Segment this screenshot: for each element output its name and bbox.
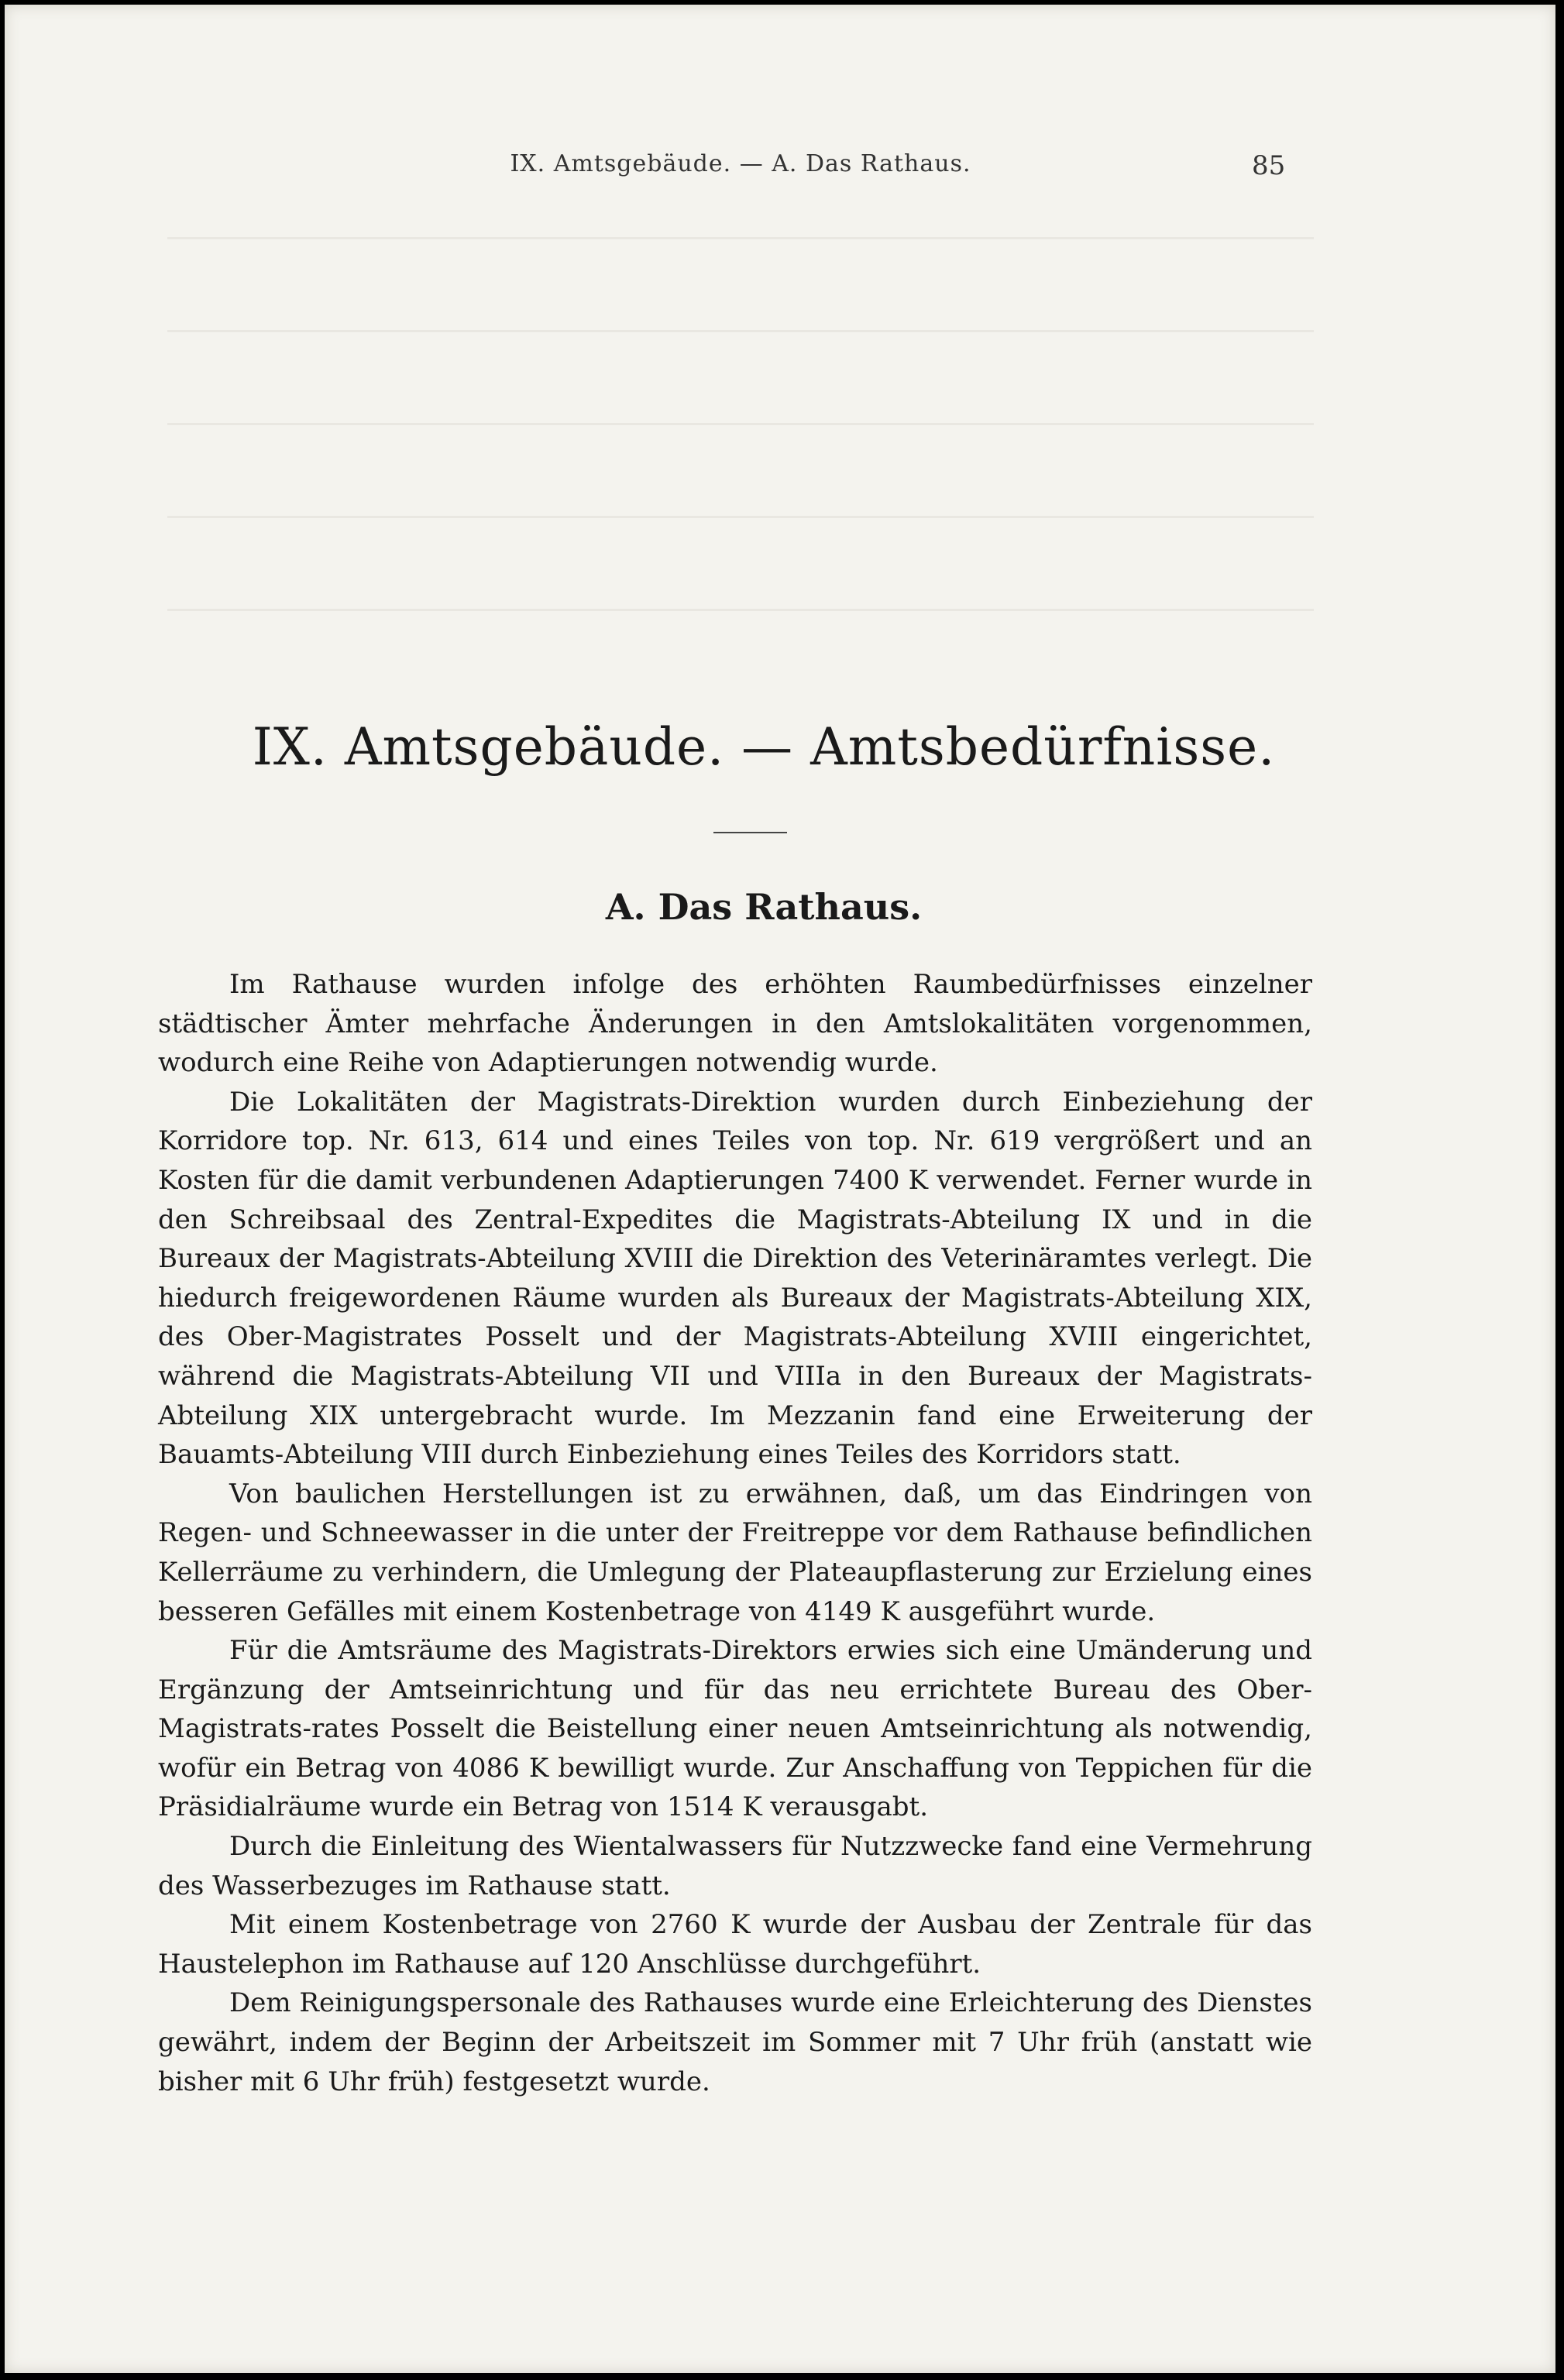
page-number: 85: [1252, 150, 1286, 181]
bleed-through-line: [167, 423, 1314, 425]
paragraph: Die Lokalitäten der Magistrats-Direktion wurden durch Einbeziehung der Korridore top. Nr. 613, 614 und eines Teiles von top. Nr. 619 vergrößert und an Kosten für die damit verbundenen Adaptierungen 7400 K verwendet. Ferner wurde in den Schreibsaal des Zentral-Expedites die Magistrats-Abteilung IX und in die Bureaux der Magistrats-Abteilung XVIII die Direktion des Veterinäramtes verlegt. Die hiedurch freigewordenen Räume wurden als Bureaux der Magistrats-Abteilung XIX, des Ober-Magistrates Posselt und der Magistrats-Abteilung XVIII eingerichtet, während die Magistrats-Abteilung VII und VIIIa in den Bureaux der Magistrats-Abteilung XIX untergebracht wurde. Im Mezzanin fand eine Erweiterung der Bauamts-Abteilung VIII durch Einbeziehung eines Teiles des Korridors statt.: [158, 1086, 1312, 1471]
paragraph: Im Rathause wurden infolge des erhöhten Raumbedürfnisses einzelner städtischer Ämter mehrfache Änderungen in den Amtslokalitäten vorgenommen, wodurch eine Reihe von Adaptierungen notwendig wurde.: [158, 969, 1312, 1079]
bleed-through-line: [167, 237, 1314, 239]
paragraph: Durch die Einleitung des Wientalwassers für Nutzzwecke fand eine Vermehrung des Wasserbezuges im Rathause statt.: [158, 1831, 1312, 1901]
bleed-through-line: [167, 330, 1314, 332]
paragraph: Von baulichen Herstellungen ist zu erwähnen, daß, um das Eindringen von Regen- und Schneewasser in die unter der Freitreppe vor dem Rathause befindlichen Kellerräume zu verhindern, die Umlegung der Plateaupflasterung zur Erzielung eines besseren Gefälles mit einem Kostenbetrage von 4149 K ausgeführt wurde.: [158, 1478, 1312, 1627]
section-title: A. Das Rathaus.: [605, 886, 923, 928]
paragraph: Mit einem Kostenbetrage von 2760 K wurde der Ausbau der Zentrale für das Haustelephon im Rathause auf 120 Anschlüsse durchgeführt.: [158, 1909, 1312, 1980]
paragraph: Dem Reinigungspersonale des Rathauses wurde eine Erleichterung des Dienstes gewährt, indem der Beginn der Arbeitszeit im Sommer mit 7 Uhr früh (anstatt wie bisher mit 6 Uhr früh) festgesetzt wurde.: [158, 1987, 1312, 2097]
paragraph: Für die Amtsräume des Magistrats-Direktors erwies sich eine Umänderung und Ergänzung der Amtseinrichtung und für das neu errichtete Bureau des Ober-Magistrats-rates Posselt die Beistellung einer neuen Amtseinrichtung als notwendig, wofür ein Betrag von 4086 K bewilligt wurde. Zur Anschaffung von Teppichen für die Präsidialräume wurde ein Betrag von 1514 K verausgabt.: [158, 1635, 1312, 1823]
body-text: [158, 965, 1312, 2101]
chapter-title: IX. Amtsgebäude. — Amtsbedürfnisse.: [252, 717, 1276, 777]
bleed-through-line: [167, 516, 1314, 518]
bleed-through-line: [167, 609, 1314, 611]
running-head: IX. Amtsgebäude. — A. Das Rathaus.: [510, 150, 971, 177]
title-divider: [713, 832, 787, 833]
document-page: [5, 5, 1555, 2373]
